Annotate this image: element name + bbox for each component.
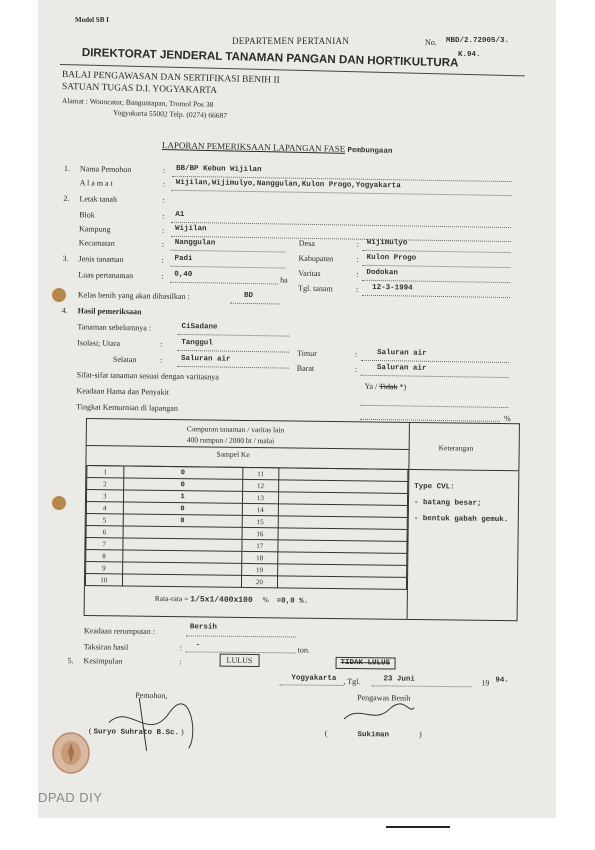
year-value: 94. xyxy=(495,676,509,685)
luas-label: Luas pertanaman xyxy=(78,270,134,281)
rata-result: =0,0 %. xyxy=(276,597,309,606)
kelas-value: BD xyxy=(243,291,254,301)
keterangan-line-2: - batang besar; xyxy=(413,499,482,508)
selatan-value: Saluran air xyxy=(180,354,231,364)
sample-number: 11 xyxy=(242,467,279,479)
colon: : xyxy=(161,271,164,281)
alamat-value: Wijilan,Wijimulyo,Nanggulan,Kulon Progo,Yogyakarta xyxy=(175,178,401,191)
timur-label: Timur xyxy=(297,348,317,359)
colon: : xyxy=(356,239,360,249)
city-line xyxy=(279,684,343,686)
hama-label: Keadaan Hama dan Penyakit xyxy=(76,386,170,397)
colon: : xyxy=(159,355,163,365)
luas-value: 0,40 xyxy=(174,270,193,280)
colon: : xyxy=(161,255,164,265)
sample-number: 3 xyxy=(86,490,123,502)
sample-number: 16 xyxy=(242,527,279,539)
rata-value: 1/5x1/400x100 xyxy=(190,595,253,606)
pemohon-label: Pemohon, xyxy=(135,690,168,701)
watermark-text: DPAD DIY xyxy=(38,790,103,805)
colon: : xyxy=(162,211,165,221)
lulus-box: LULUS xyxy=(220,654,260,667)
luas-unit: ha xyxy=(280,275,288,285)
sifat-ya: Ya / xyxy=(364,381,378,392)
archive-seal xyxy=(50,730,92,776)
address-line-1: Alamat : Wonocatur, Banguntapan, Tromol Pos 38 xyxy=(61,96,214,109)
sample-number: 13 xyxy=(242,491,279,503)
colon: : xyxy=(161,225,165,235)
sample-number: 2 xyxy=(87,478,124,490)
sample-number: 4 xyxy=(86,502,123,514)
item-2-number: 2. xyxy=(63,194,70,204)
tidak-lulus-struck: TIDAK LULUS xyxy=(336,657,396,670)
tgl-tanam-value: 12-3-1994 xyxy=(372,283,413,293)
rata-percent: % xyxy=(262,595,269,605)
utara-value: Tanggul xyxy=(181,338,213,348)
sample-number: 17 xyxy=(241,539,278,551)
date-label: , Tgl. xyxy=(343,676,361,687)
sifat-label: Sifat-sifat tanaman sesuai dengan varitasnya xyxy=(76,370,219,382)
report-title-phase: Pembungaan xyxy=(347,146,393,156)
model-label: Model SB I xyxy=(75,16,109,24)
sample-value: 0 xyxy=(123,466,242,479)
jenis-label: Jenis tanaman xyxy=(78,254,124,265)
kecamatan-label: Kecamatan xyxy=(78,238,115,248)
sifat-tidak: Tidak xyxy=(379,382,398,392)
hasil-label: Hasil pemeriksaan xyxy=(77,306,142,317)
desa-label: Desa xyxy=(298,238,315,249)
sample-value: 0 xyxy=(123,502,242,515)
varitas-value: Dodokan xyxy=(366,268,398,278)
sample-number: 15 xyxy=(242,515,279,527)
kemurnian-percent: % xyxy=(504,414,511,424)
colon: : xyxy=(162,179,166,189)
selatan-label: Selatan xyxy=(112,354,137,365)
blok-value: A1 xyxy=(175,210,185,219)
blok-label: Blok xyxy=(79,210,95,220)
kelas-label: Kelas benih yang akan dihasilkan : xyxy=(77,290,190,302)
isolasi-label: Isolasi; Utara xyxy=(77,338,121,348)
sample-number: 20 xyxy=(241,575,278,587)
keterangan-line-3: - bentuk gabah gemuk. xyxy=(413,515,509,525)
kesimpulan-label: Kesimpulan xyxy=(83,656,123,666)
table-sampel-label: Sampel Ke xyxy=(216,449,250,460)
keterangan-line-1: Type CVL: xyxy=(414,483,455,492)
colon: : xyxy=(162,165,166,175)
date-value: 23 Juni xyxy=(383,675,415,684)
colon: : xyxy=(161,239,165,249)
sebelum-label: Tanaman sebelumnya : xyxy=(77,322,152,333)
colon: : xyxy=(179,643,182,653)
sample-number: 8 xyxy=(86,550,123,562)
directorate-title: DIREKTORAT JENDERAL TANAMAN PANGAN DAN HORTIKULTURA xyxy=(81,46,459,70)
table-head-line-1: Campuran tanaman / varitas lain xyxy=(186,424,285,435)
barat-label: Barat xyxy=(296,363,315,374)
address-line-2: Yogyakarta 55002 Telp. (0274) 66687 xyxy=(112,108,228,120)
letak-label: Letak tanah xyxy=(79,194,118,204)
item-4-number: 4. xyxy=(61,306,68,316)
nama-value: BB/BP Kebun Wijilan xyxy=(175,164,262,175)
colon: : xyxy=(160,339,163,349)
colon: : xyxy=(354,349,358,359)
colon: : xyxy=(356,284,359,294)
sample-value: 1 xyxy=(123,490,242,503)
colon: : xyxy=(179,657,182,667)
number-label: No. xyxy=(425,38,437,47)
sample-number: 1 xyxy=(87,466,124,478)
number-value-2: K.94. xyxy=(458,51,481,59)
timur-value: Saluran air xyxy=(377,349,427,358)
table-head-line-2: 400 rumpun / 2000 bt / malai xyxy=(186,435,275,446)
sample-number: 18 xyxy=(241,551,278,563)
tgl-tanam-label: Tgl. tanam xyxy=(298,283,333,294)
ton-label: ton. xyxy=(297,645,310,655)
pengawas-name-row: ( Sukiman ) xyxy=(324,728,422,740)
kabupaten-value: Kulon Progo xyxy=(366,253,417,263)
item-3-number: 3. xyxy=(62,254,69,264)
sample-number: 6 xyxy=(86,526,123,538)
city-value: Yogyakarta xyxy=(291,674,337,683)
balai-name: BALAI PENGAWASAN DAN SERTIFIKASI BENIH II xyxy=(61,70,280,86)
varitas-label: Varitas xyxy=(298,268,321,279)
sample-number: 12 xyxy=(242,479,279,491)
taksiran-value: - xyxy=(195,641,201,650)
rumput-label: Keadaan rerumputan : xyxy=(83,626,156,636)
pengawas-label: Pengawas Benih xyxy=(357,693,411,703)
sifat-footnote: *) xyxy=(399,382,407,392)
alamat-label: A l a m a t xyxy=(79,178,113,188)
pemohon-signature xyxy=(99,692,210,753)
sample-value: 0 xyxy=(123,478,242,491)
date-line xyxy=(371,685,471,687)
number-value: MBD/2.72005/3. xyxy=(446,37,510,45)
colon: : xyxy=(354,364,358,374)
kabupaten-label: Kabupaten xyxy=(298,253,334,264)
kecamatan-value: Nanggulan xyxy=(174,238,216,248)
sebelum-value: CiSadane xyxy=(181,322,218,332)
satuan-name: SATUAN TUGAS D.I. YOGYAKARTA xyxy=(61,82,218,97)
jenis-value: Padi xyxy=(174,254,193,264)
desa-value: Wijimulyo xyxy=(366,238,408,248)
colon: : xyxy=(356,269,359,279)
sample-number: 9 xyxy=(86,562,123,574)
taksiran-label: Taksiran hasil xyxy=(83,642,129,652)
kampung-label: Kampung xyxy=(78,224,111,234)
sample-value: 0 xyxy=(123,514,242,527)
pemohon-name-row: ( Suryo Suhrato B.Sc. ) xyxy=(88,726,184,738)
colon: : xyxy=(162,195,165,205)
sample-number: 19 xyxy=(241,563,278,575)
department-name: DEPARTEMEN PERTANIAN xyxy=(232,36,350,46)
sample-number: 10 xyxy=(85,574,122,586)
rata-label: Rata-rata = xyxy=(154,593,189,604)
pemohon-name: Suryo Suhrato B.Sc. xyxy=(93,728,180,738)
colon: : xyxy=(356,254,359,264)
table-keterangan-label: Keterangan xyxy=(438,443,474,453)
pengawas-signature xyxy=(339,699,419,730)
rumput-value: Bersih xyxy=(189,623,217,632)
sample-number: 5 xyxy=(86,514,123,526)
rumput-line xyxy=(186,635,296,637)
year-prefix: 19 xyxy=(481,678,490,688)
report-title-text: LAPORAN PEMERIKSAAN LAPANGAN FASE xyxy=(161,140,346,154)
nama-label: Nama Pemohon xyxy=(79,164,132,175)
sample-number: 7 xyxy=(86,538,123,550)
item-1-number: 1. xyxy=(63,164,71,174)
kemurnian-label: Tingkat Kemurnian di lapangan xyxy=(76,402,178,413)
page-dash xyxy=(386,826,450,828)
kampung-value: Wijilan xyxy=(174,224,207,234)
barat-value: Saluran air xyxy=(376,364,427,373)
sample-number: 14 xyxy=(242,503,279,515)
item-5-number: 5. xyxy=(67,656,74,666)
pengawas-name: Sukiman xyxy=(357,731,390,740)
